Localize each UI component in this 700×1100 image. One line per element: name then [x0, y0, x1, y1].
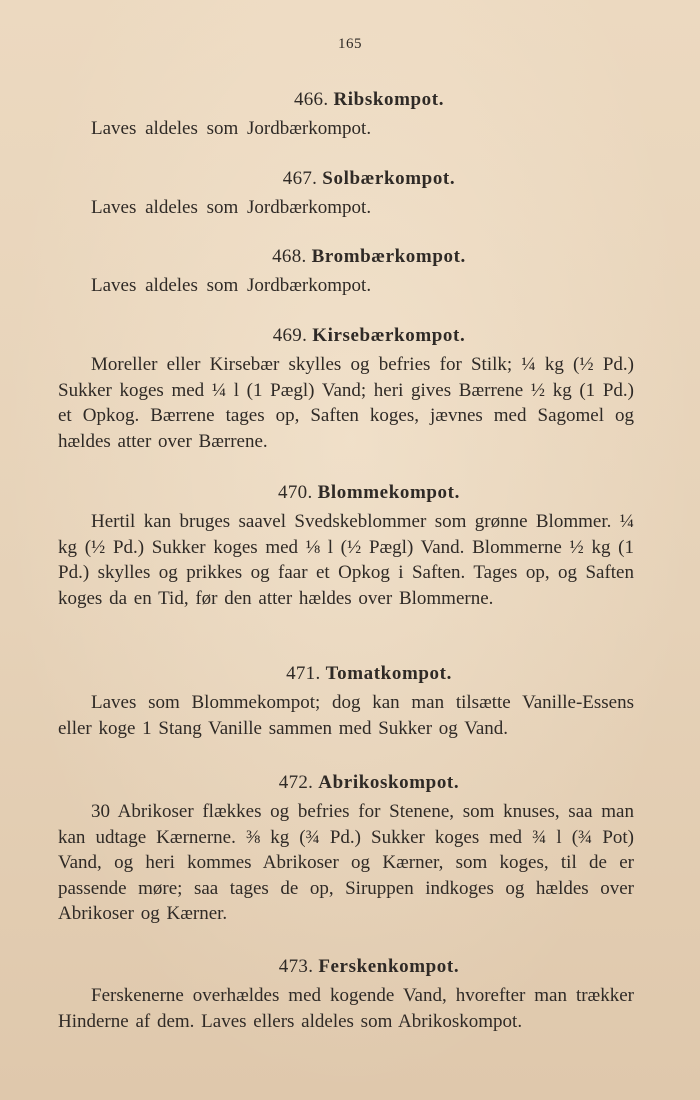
recipe-number: 466. [293, 89, 329, 110]
recipe-466 [58, 88, 634, 142]
recipe-number: 473. [278, 956, 314, 977]
recipe-number: 467. [282, 168, 318, 189]
recipe-title: Ribskompot. [333, 89, 445, 110]
recipe-number: 471. [286, 663, 321, 684]
recipe-title: Blommekompot. [317, 482, 460, 503]
recipe-heading [58, 662, 634, 686]
recipe-467 [58, 167, 634, 221]
recipe-text: Laves aldeles som Jordbærkompot. [91, 118, 372, 139]
recipe-468 [58, 245, 634, 299]
recipe-title: Solbærkompot. [322, 168, 456, 189]
recipe-heading [58, 955, 634, 979]
recipe-heading [58, 324, 634, 348]
recipe-number: 470. [278, 482, 313, 503]
recipe-text: Hertil kan bruges saavel Svedskeblommer som grønne Blommer. ¼ kg (½ Pd.) Sukker koges med ⅛ l (½ Pægl) Vand. Blommerne ½ kg (1 Pd.) skylles og prikkes og faar et Opkog i Saften. Tages op, og Saften koges da en Tid, før den atter hældes over Blommerne. [58, 511, 634, 609]
recipe-text: 30 Abrikoser flækkes og befries for Stenene, som knuses, saa man kan udtage Kærnerne. ⅜ kg (¾ Pd.) Sukker koges med ¾ l (¾ Pot) Vand, og heri kommes Abrikoser og Kærner, som koges, til de er passende møre; saa tages de op, Siruppen indkoges og hældes over Abrikoser og Kærner. [58, 801, 634, 925]
recipe-text: Ferskenerne overhældes med kogende Vand, hvorefter man trækker Hinderne af dem. Laves ellers aldeles som Abrikoskompot. [58, 985, 634, 1032]
recipe-472 [58, 771, 634, 927]
recipe-heading [58, 245, 634, 269]
recipe-heading [58, 167, 634, 191]
recipe-text: Laves som Blommekompot; dog kan man tilsætte Vanille-Essens eller koge 1 Stang Vanille sammen med Sukker og Vand. [58, 692, 634, 739]
recipe-title: Kirsebærkompot. [312, 325, 466, 346]
recipe-heading [58, 771, 634, 795]
recipe-title: Ferskenkompot. [318, 956, 460, 977]
recipe-number: 468. [272, 246, 307, 267]
recipe-text: Laves aldeles som Jordbærkompot. [91, 275, 372, 296]
recipe-text: Laves aldeles som Jordbærkompot. [91, 197, 372, 218]
page-number: 165 [338, 36, 362, 52]
recipe-number: 472. [278, 772, 314, 793]
recipe-text: Moreller eller Kirsebær skylles og befries for Stilk; ¼ kg (½ Pd.) Sukker koges med ¼ l (1 Pægl) Vand; heri gives Bærrene ½ kg (1 Pd.) et Opkog. Bærrene tages op, Saften koges, jævnes med Sagomel og hældes atter over Bærrene. [58, 354, 634, 452]
recipe-469 [58, 324, 634, 454]
recipe-heading [58, 481, 634, 505]
recipe-title: Tomatkompot. [325, 663, 452, 684]
recipe-473 [58, 955, 634, 1034]
recipe-471 [58, 662, 634, 741]
recipe-heading [58, 88, 634, 112]
recipe-number: 469. [272, 325, 308, 346]
recipe-title: Abrikoskompot. [318, 772, 460, 793]
recipe-title: Brombærkompot. [311, 246, 466, 267]
recipe-470 [58, 481, 634, 611]
